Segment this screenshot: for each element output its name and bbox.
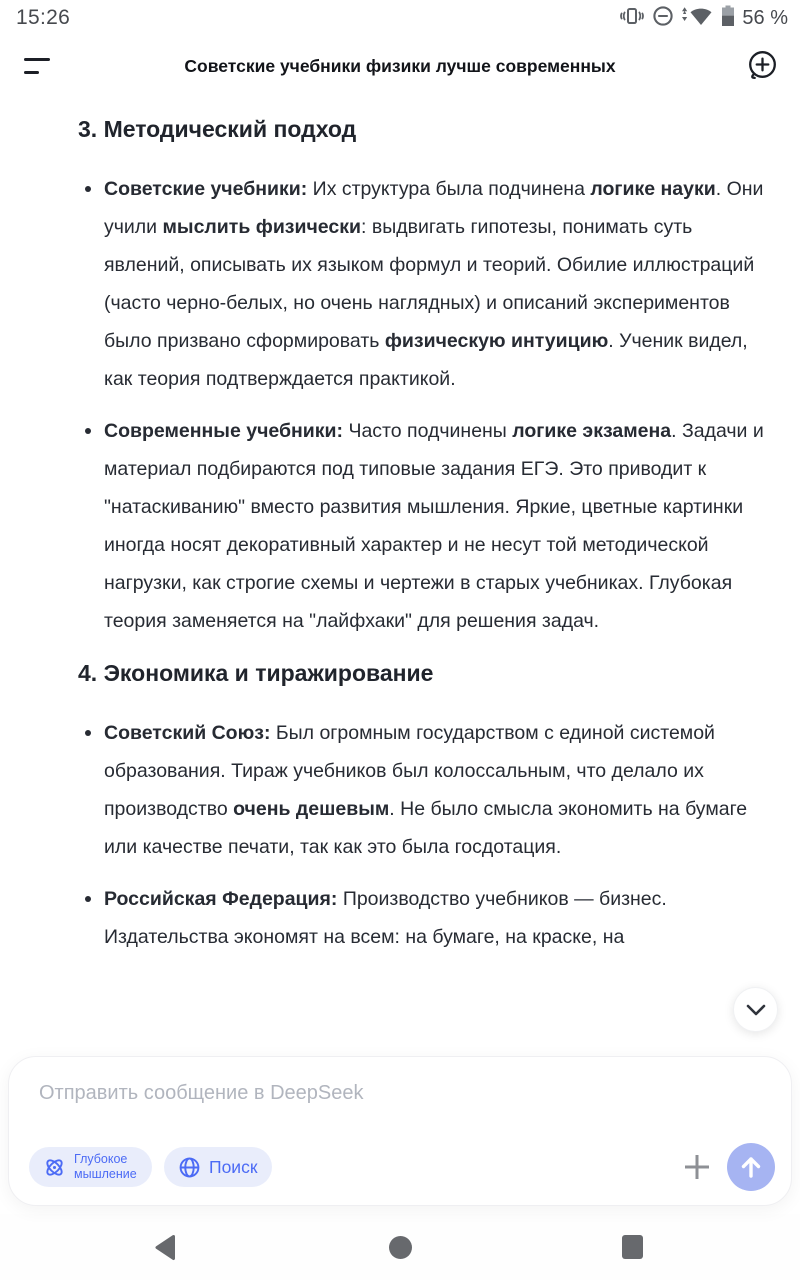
nav-back-button[interactable] — [141, 1223, 189, 1271]
text-segment: Был огромным государством с единой системой образования. Тираж учебников был колоссальным, что делало их производство — [104, 722, 715, 820]
text-segment: Производство учебников — бизнес. Издательства экономят на всем: на бумаге, на краске, на — [104, 888, 667, 948]
attach-button[interactable] — [679, 1149, 715, 1185]
text-segment: . Они учили — [104, 178, 764, 238]
android-nav-bar — [0, 1214, 800, 1280]
web-search-toggle[interactable] — [164, 1147, 272, 1187]
wifi-network-icon — [682, 4, 714, 33]
text-segment: мыслить физически — [162, 216, 361, 238]
search-label: Поиск — [209, 1156, 258, 1177]
text-segment: Современные учебники: — [104, 420, 344, 442]
text-segment: . Задачи и материал подбираются под типовые задания ЕГЭ. Это приводит к "натаскиванию" вместо развития мышления. Яркие, цветные картинки иногда носят декоративный характер и не несут той методической нагрузки, как строгие схемы и чертежи в старых учебниках. Глубокая теория заменяется на "лайфхаки" для решения задач. — [104, 420, 764, 632]
bullet-item — [104, 412, 766, 640]
menu-line — [24, 71, 39, 74]
sidebar-menu-button[interactable] — [24, 49, 58, 83]
bullet-item — [104, 880, 766, 956]
text-segment: . Ученик видел, как теория подтверждается практикой. — [104, 330, 748, 390]
menu-line — [24, 58, 50, 61]
bullet-list — [78, 714, 766, 956]
nav-recents-button[interactable] — [608, 1223, 656, 1271]
scroll-to-bottom-button[interactable] — [733, 987, 778, 1032]
new-chat-plus-icon — [744, 48, 780, 84]
text-segment: Часто подчинены — [343, 420, 513, 442]
text-segment: логике экзамена — [512, 420, 672, 442]
deep-think-toggle[interactable] — [29, 1147, 152, 1187]
arrow-up-icon — [740, 1155, 762, 1179]
vibrate-icon — [620, 4, 644, 33]
text-segment: Российская Федерация: — [104, 888, 338, 910]
status-icons — [620, 4, 788, 33]
back-triangle-icon — [154, 1234, 176, 1261]
section-heading: 3. Методический подход — [78, 116, 357, 142]
send-button[interactable] — [727, 1143, 775, 1191]
chevron-down-icon — [746, 1004, 766, 1016]
do-not-disturb-icon — [651, 4, 675, 33]
text-segment: Советские учебники: — [104, 178, 308, 200]
chat-title: Советские учебники физики лучше современных — [184, 55, 616, 76]
section-heading: 4. Экономика и тиражирование — [78, 660, 434, 686]
recents-square-icon — [622, 1235, 643, 1259]
app-header — [0, 36, 800, 96]
battery-icon — [721, 4, 735, 33]
composer-card — [8, 1056, 792, 1206]
bullet-list — [78, 170, 766, 640]
status-bar — [0, 0, 800, 36]
text-segment: Их структура была подчинена — [307, 178, 591, 200]
text-segment: . Не было смысла экономить на бумаге или качестве печати, так как это была госдотация. — [104, 798, 748, 858]
new-chat-button[interactable] — [742, 46, 782, 86]
bullet-item — [104, 170, 766, 398]
text-segment: физическую интуицию — [384, 330, 609, 352]
nav-home-button[interactable] — [376, 1223, 424, 1271]
globe-icon — [178, 1156, 201, 1179]
message-input[interactable] — [39, 1071, 759, 1115]
composer-toolbar — [29, 1143, 775, 1191]
plus-icon — [682, 1152, 712, 1182]
deep-think-label: Глубокое мышление — [74, 1152, 137, 1181]
text-segment: логике науки — [590, 178, 716, 200]
text-segment: очень дешевым — [233, 798, 390, 820]
deep-think-atom-icon — [43, 1156, 66, 1179]
home-circle-icon — [389, 1236, 412, 1259]
bullet-item — [104, 714, 766, 866]
clock: 15:26 — [16, 6, 71, 29]
text-segment: : выдвигать гипотезы, понимать суть явлений, описывать их языком формул и теорий. Обилие иллюстраций (часто черно-белых, но очень наглядных) и описаний экспериментов было призвано сформировать — [104, 216, 755, 352]
battery-percent-label: 56 % — [742, 6, 788, 29]
text-segment: Советский Союз: — [104, 722, 271, 744]
